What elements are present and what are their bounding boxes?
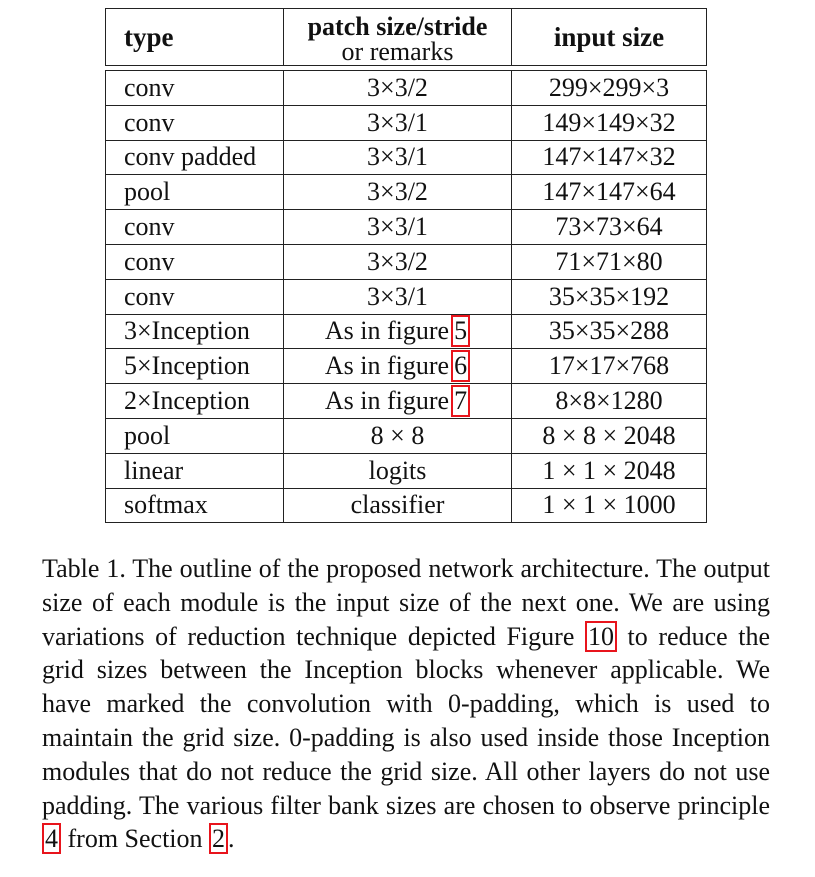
cell-type: conv [106,105,284,140]
cell-input: 299×299×3 [512,71,707,106]
header-type: type [106,9,284,66]
cell-type: pool [106,175,284,210]
cell-patch: 3×3/1 [284,140,512,175]
cell-patch [284,384,512,419]
cell-type: linear [106,453,284,488]
caption-text-1: Table 1. The outline of the proposed network architecture. The output size of each module is the input size of the next one. We are using variations of reduction technique depicted Figure [42,554,770,651]
cell-patch: classifier [284,488,512,523]
architecture-table-container [105,8,706,523]
cell-type: 5×Inception [106,349,284,384]
cell-input: 1 × 1 × 1000 [512,488,707,523]
cell-patch: 3×3/1 [284,279,512,314]
table-row [106,349,707,384]
cell-patch: 8 × 8 [284,418,512,453]
header-input-size: input size [512,9,707,66]
cell-patch-text: As in figure [324,386,450,416]
table-row [106,175,707,210]
cell-type: conv [106,71,284,106]
cell-input: 8 × 8 × 2048 [512,418,707,453]
cell-patch-text: As in figure [324,351,450,381]
cell-patch [284,314,512,349]
cell-input: 8×8×1280 [512,384,707,419]
header-patch-size [284,9,512,66]
architecture-table [105,8,707,523]
table-row [106,71,707,106]
table-caption [42,552,770,856]
cell-type: pool [106,418,284,453]
caption-text-4: . [228,824,235,854]
section-2-link[interactable]: 2 [209,823,228,854]
table-row [106,140,707,175]
cell-input: 71×71×80 [512,244,707,279]
table-row [106,105,707,140]
cell-type: conv [106,244,284,279]
cell-input: 147×147×64 [512,175,707,210]
table-row [106,453,707,488]
cell-type: conv padded [106,140,284,175]
principle-4-link[interactable]: 4 [42,823,61,854]
cell-input: 17×17×768 [512,349,707,384]
cell-patch: 3×3/1 [284,105,512,140]
cell-patch [284,349,512,384]
cell-input: 35×35×192 [512,279,707,314]
table-row [106,418,707,453]
figure-10-link[interactable]: 10 [585,621,617,652]
cell-type: 2×Inception [106,384,284,419]
cell-type: conv [106,210,284,245]
cell-input: 73×73×64 [512,210,707,245]
cell-input: 1 × 1 × 2048 [512,453,707,488]
cell-patch: 3×3/2 [284,244,512,279]
caption-text-3: from Section [61,824,210,854]
cell-patch: 3×3/1 [284,210,512,245]
cell-patch: 3×3/2 [284,175,512,210]
cell-patch: 3×3/2 [284,71,512,106]
header-patch-line1: patch size/stride [307,12,488,41]
cell-type: 3×Inception [106,314,284,349]
table-row [106,244,707,279]
table-header-row [106,9,707,66]
table-row [106,384,707,419]
cell-patch: logits [284,453,512,488]
figure-5-link[interactable]: 5 [451,315,470,347]
cell-input: 147×147×32 [512,140,707,175]
table-row [106,210,707,245]
caption-text-2: to reduce the grid sizes between the Inception blocks whenever applicable. We have marked the convolution with 0-padding, which is used to maintain the grid size. 0-padding is also used inside those Inception modules that do not reduce the grid size. All other layers do not use padding. The various filter bank sizes are chosen to observe principle [42,621,770,820]
table-row [106,314,707,349]
header-patch-line2: or remarks [341,41,454,63]
cell-input: 35×35×288 [512,314,707,349]
cell-patch-text: As in figure [324,316,450,346]
cell-type: conv [106,279,284,314]
table-row [106,279,707,314]
table-row [106,488,707,523]
figure-6-link[interactable]: 6 [451,350,470,382]
figure-7-link[interactable]: 7 [451,385,470,417]
cell-type: softmax [106,488,284,523]
cell-input: 149×149×32 [512,105,707,140]
